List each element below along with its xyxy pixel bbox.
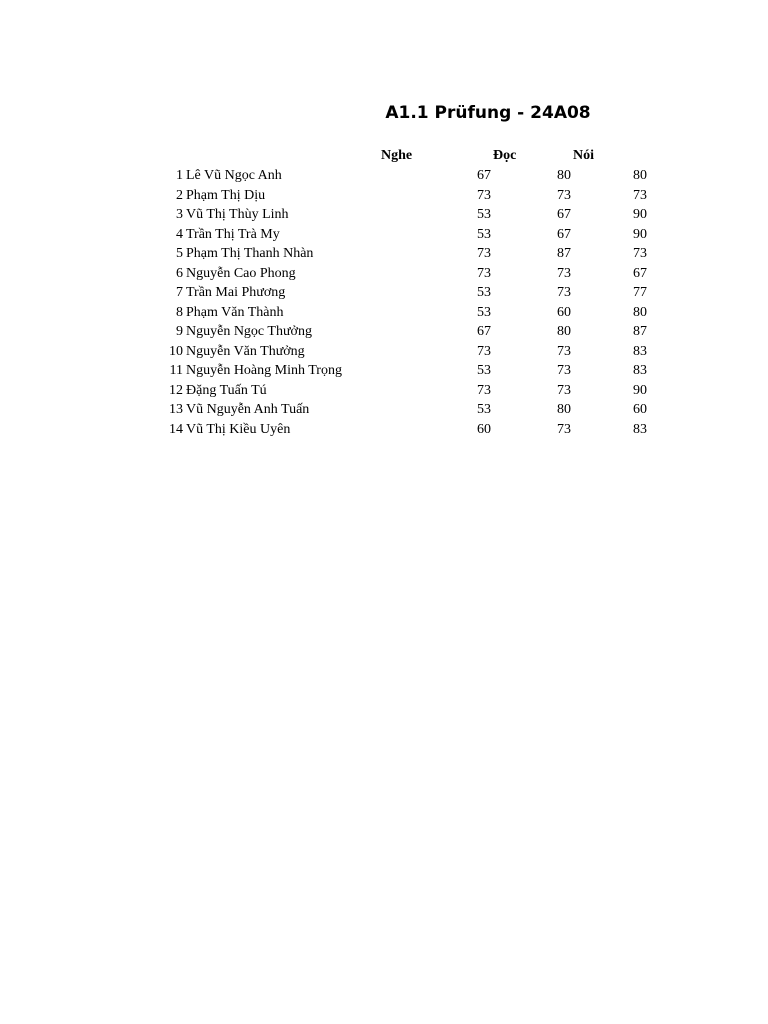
score-2: 73 bbox=[557, 187, 571, 203]
student-name: Nguyễn Cao Phong bbox=[186, 265, 296, 281]
score-table bbox=[0, 166, 768, 439]
score-1: 73 bbox=[477, 246, 491, 261]
table-row bbox=[0, 322, 768, 342]
score-1: 53 bbox=[477, 402, 491, 417]
score-3: 83 bbox=[633, 343, 647, 359]
table-row bbox=[0, 205, 768, 225]
score-3: 80 bbox=[633, 168, 647, 183]
score-1: 53 bbox=[477, 304, 491, 320]
table-row bbox=[0, 283, 768, 303]
row-number: 2 bbox=[176, 187, 183, 203]
student-name: Trần Mai Phương bbox=[186, 285, 286, 300]
row-number: 6 bbox=[176, 265, 183, 281]
student-name: Vũ Nguyễn Anh Tuấn bbox=[186, 402, 310, 417]
table-row bbox=[0, 166, 768, 186]
score-2: 67 bbox=[557, 207, 571, 222]
page-title: A1.1 Prüfung - 24A08 bbox=[385, 103, 591, 123]
table-row bbox=[0, 186, 768, 206]
score-3: 90 bbox=[633, 226, 647, 242]
score-2: 73 bbox=[557, 363, 571, 378]
score-2: 87 bbox=[557, 246, 571, 261]
table-row bbox=[0, 225, 768, 245]
score-3: 73 bbox=[633, 187, 647, 203]
row-number: 4 bbox=[176, 226, 183, 242]
student-name: Đặng Tuấn Tú bbox=[186, 382, 267, 398]
score-1: 73 bbox=[477, 343, 491, 359]
score-1: 60 bbox=[477, 421, 491, 437]
score-3: 77 bbox=[633, 285, 647, 300]
score-2: 80 bbox=[557, 168, 571, 183]
score-3: 73 bbox=[633, 246, 647, 261]
table-row bbox=[0, 342, 768, 362]
score-2: 73 bbox=[557, 265, 571, 281]
row-number: 8 bbox=[176, 304, 183, 320]
student-name: Lê Vũ Ngọc Anh bbox=[186, 168, 282, 183]
row-number: 10 bbox=[169, 343, 183, 359]
score-2: 67 bbox=[557, 226, 571, 242]
score-2: 73 bbox=[557, 421, 571, 437]
score-1: 53 bbox=[477, 285, 491, 300]
score-1: 73 bbox=[477, 187, 491, 203]
score-3: 67 bbox=[633, 265, 647, 281]
student-name: Phạm Thị Dịu bbox=[186, 187, 266, 203]
score-3: 90 bbox=[633, 382, 647, 398]
score-1: 53 bbox=[477, 363, 491, 378]
row-number: 13 bbox=[169, 402, 183, 417]
column-header-doc: Đọc bbox=[493, 148, 517, 163]
score-1: 67 bbox=[477, 168, 491, 183]
score-3: 83 bbox=[633, 421, 647, 437]
score-2: 73 bbox=[557, 285, 571, 300]
row-number: 12 bbox=[169, 382, 183, 398]
score-3: 80 bbox=[633, 304, 647, 320]
table-row bbox=[0, 264, 768, 284]
student-name: Trần Thị Trà My bbox=[186, 226, 280, 242]
row-number: 9 bbox=[176, 324, 183, 339]
score-1: 53 bbox=[477, 226, 491, 242]
table-row bbox=[0, 361, 768, 381]
score-3: 83 bbox=[633, 363, 647, 378]
score-2: 80 bbox=[557, 402, 571, 417]
score-3: 60 bbox=[633, 402, 647, 417]
row-number: 3 bbox=[176, 207, 183, 222]
student-name: Nguyễn Hoàng Minh Trọng bbox=[186, 363, 342, 378]
score-3: 90 bbox=[633, 207, 647, 222]
score-1: 73 bbox=[477, 382, 491, 398]
score-3: 87 bbox=[633, 324, 647, 339]
score-2: 73 bbox=[557, 382, 571, 398]
student-name: Nguyễn Ngọc Thưởng bbox=[186, 324, 312, 339]
table-row bbox=[0, 400, 768, 420]
table-row bbox=[0, 381, 768, 401]
score-2: 60 bbox=[557, 304, 571, 320]
column-header-nghe: Nghe bbox=[381, 148, 413, 163]
row-number: 11 bbox=[169, 363, 183, 378]
score-2: 80 bbox=[557, 324, 571, 339]
student-name: Vũ Thị Kiều Uyên bbox=[186, 421, 291, 437]
column-header-noi: Nói bbox=[573, 148, 594, 163]
row-number: 5 bbox=[176, 246, 183, 261]
row-number: 14 bbox=[169, 421, 183, 437]
score-2: 73 bbox=[557, 343, 571, 359]
row-number: 7 bbox=[176, 285, 183, 300]
student-name: Vũ Thị Thùy Linh bbox=[186, 207, 289, 222]
score-1: 67 bbox=[477, 324, 491, 339]
table-row bbox=[0, 244, 768, 264]
score-1: 53 bbox=[477, 207, 491, 222]
student-name: Phạm Văn Thành bbox=[186, 304, 284, 320]
score-1: 73 bbox=[477, 265, 491, 281]
row-number: 1 bbox=[176, 168, 183, 183]
table-row bbox=[0, 303, 768, 323]
student-name: Nguyễn Văn Thưởng bbox=[186, 343, 305, 359]
table-row bbox=[0, 420, 768, 440]
student-name: Phạm Thị Thanh Nhàn bbox=[186, 246, 314, 261]
